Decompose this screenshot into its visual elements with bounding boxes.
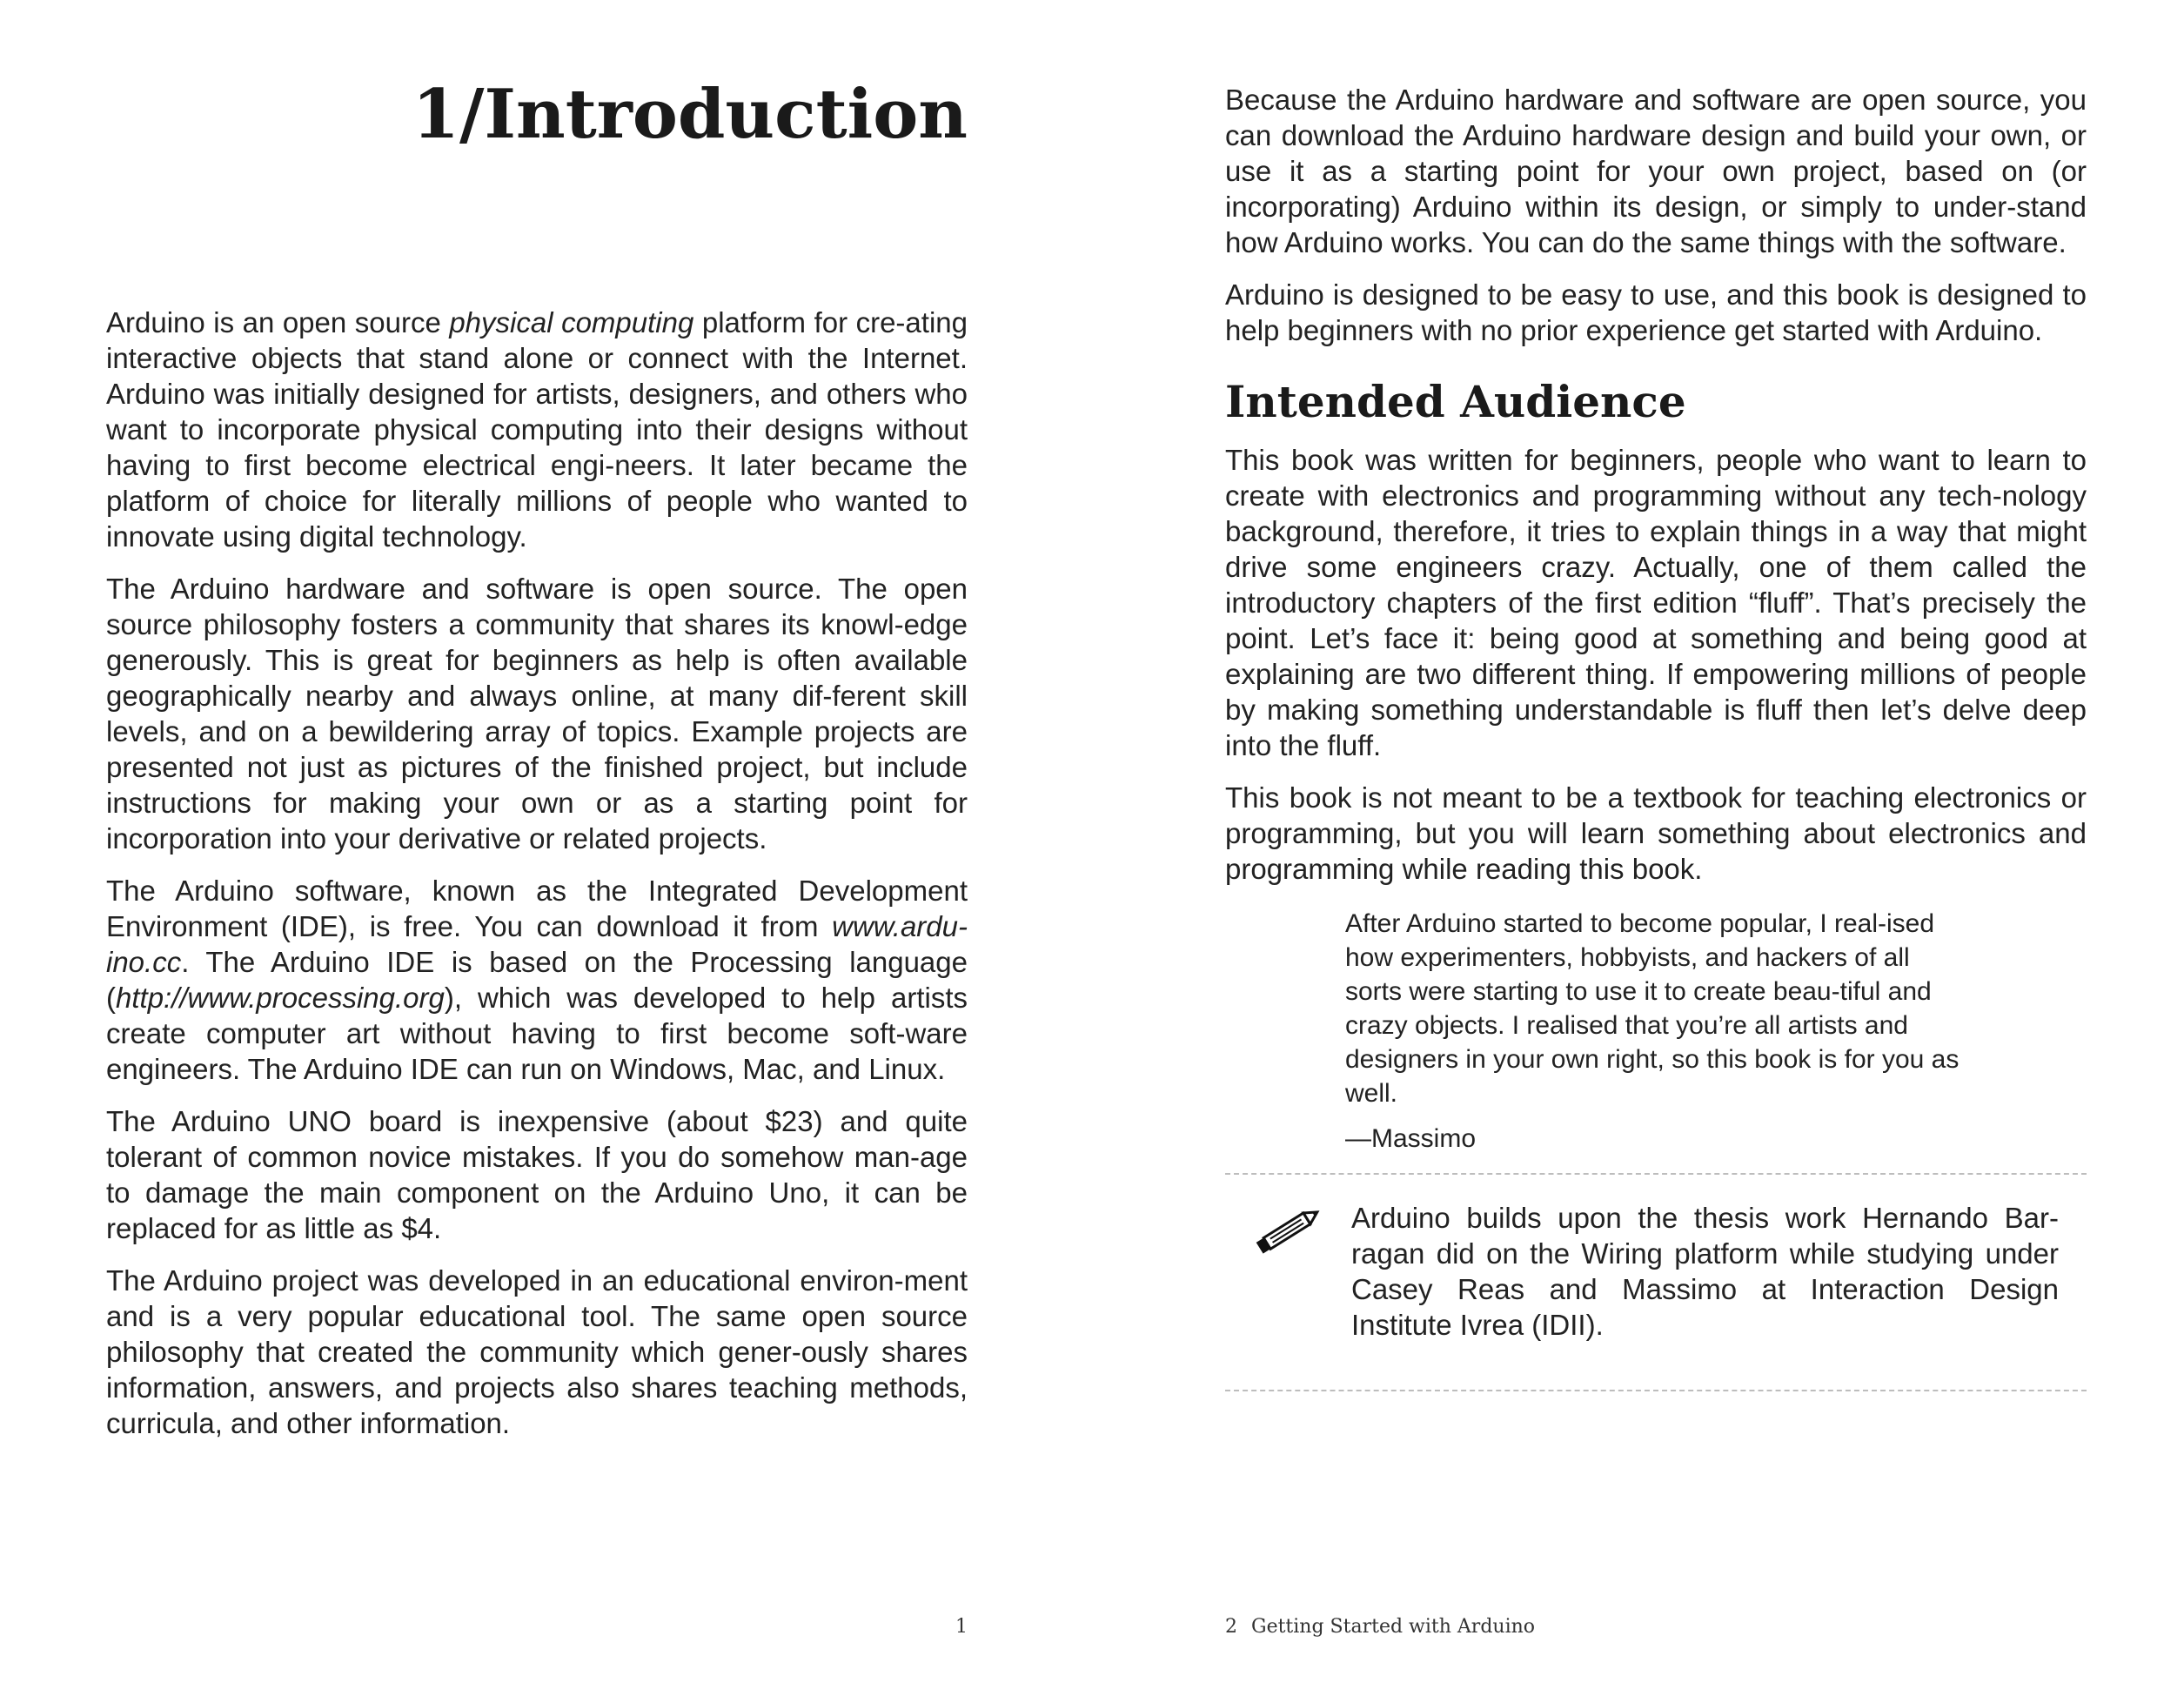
paragraph-intro xyxy=(106,305,968,554)
paragraph-open-source: The Arduino hardware and software is open source. The open source philosophy fosters a community that shares its knowl-edge generously. This is great for beginners as help is often available geographically nearby and always online, at many dif-ferent skill levels, and on a bewildering array of topics. Example projects are presented not just as pictures of the finished project, but include instructions for making your own or as a starting point for incorporation into your derivative or related projects. xyxy=(106,573,968,855)
paragraph-ide-part2: . The Arduino IDE is based on the Processing language ( xyxy=(106,946,968,1014)
page-number-right: 2 xyxy=(1225,1616,1237,1638)
paragraph-easy-to-use: Arduino is designed to be easy to use, and this book is designed to help beginners with no prior experience get started with Arduino. xyxy=(1225,278,2087,346)
paragraph-ide xyxy=(106,873,968,1087)
paragraph-ide-part1: The Arduino software, known as the Integrated Development Environment (IDE), is free. You can download it from xyxy=(106,875,968,942)
paragraph-ide-part3: ), which was developed to help artists create computer art without having to first become soft-ware engineers. The Arduino IDE can run on Windows, Mac, and Linux. xyxy=(106,982,968,1085)
quote-attribution: —Massimo xyxy=(1345,1124,1477,1153)
right-body-text xyxy=(1225,82,2087,1391)
note-box xyxy=(1225,1173,2087,1391)
page-number-left: 1 xyxy=(955,1616,968,1638)
processing-url: http://www.processing.org xyxy=(116,982,445,1014)
chapter-title: 1/Introduction xyxy=(412,75,968,154)
quote-text: After Arduino started to become popular, I real-ised how experimenters, hobbyists, and hackers of all sorts were starting to use it to create beau-tiful and crazy objects. I realised that you’re all artists and designers in your own right, so this book is for you as well. xyxy=(1345,909,1960,1108)
paragraph-intro-rest: platform for cre-ating interactive objects that stand alone or connect with the Internet. Arduino was initially designed for artists, designers, and others who want to incorporate physical computing into their designs without having to first become electrical engi-neers. It later became the platform of choice for literally millions of people who wanted to innovate using digital technology. xyxy=(106,306,968,553)
right-page xyxy=(1092,0,2184,1689)
paragraph-open-hardware: Because the Arduino hardware and software are open source, you can download the Arduino hardware design and build your own, or use it as a starting point for your own project, based on (or incorporating) Arduino within its design, or simply to under-stand how Arduino works. You can do the same things with the software. xyxy=(1225,84,2087,258)
paragraph-intro-start: Arduino is an open source xyxy=(106,306,450,338)
left-body-text xyxy=(106,305,968,1458)
running-footer-title: Getting Started with Arduino xyxy=(1251,1616,1536,1638)
paragraph-beginners: This book was written for beginners, people who want to learn to create with electronics and programming without any tech-nology background, therefore, it tries to explain things in a way that might drive some engineers crazy. Actually, one of them called the introductory chapters of the first edition “fluff”. That’s precisely the point. Let’s face it: being good at something and being good at explaining are two different thing. If empowering millions of people by making something understandable is fluff then let’s delve deep into the fluff. xyxy=(1225,444,2087,761)
paragraph-not-textbook: This book is not meant to be a textbook for teaching electronics or programming, but you will learn something about electronics and programming while reading this book. xyxy=(1225,781,2087,885)
footer-right xyxy=(1225,1616,1535,1638)
paragraph-uno-board: The Arduino UNO board is inexpensive (about $23) and quite tolerant of common novice mistakes. If you do somehow man-age to damage the main component on the Arduino Uno, it can be replaced for as little as $4. xyxy=(106,1105,968,1244)
massimo-quote xyxy=(1345,907,1972,1156)
physical-computing-emphasis: physical computing xyxy=(449,306,694,338)
pencil-icon xyxy=(1251,1204,1326,1257)
section-heading-intended-audience: Intended Audience xyxy=(1225,376,1686,427)
note-text: Arduino builds upon the thesis work Hernando Bar-ragan did on the Wiring platform while studying under Casey Reas and Massimo at Interaction Design Institute Ivrea (IDII). xyxy=(1351,1202,2059,1341)
arduino-url: www.ardu-ino.cc xyxy=(106,910,968,978)
paragraph-educational: The Arduino project was developed in an educational environ-ment and is a very popular educational tool. The same open source philosophy that created the community which gener-ously shares information, answers, and projects also shares teaching methods, curricula, and other information. xyxy=(106,1264,968,1439)
